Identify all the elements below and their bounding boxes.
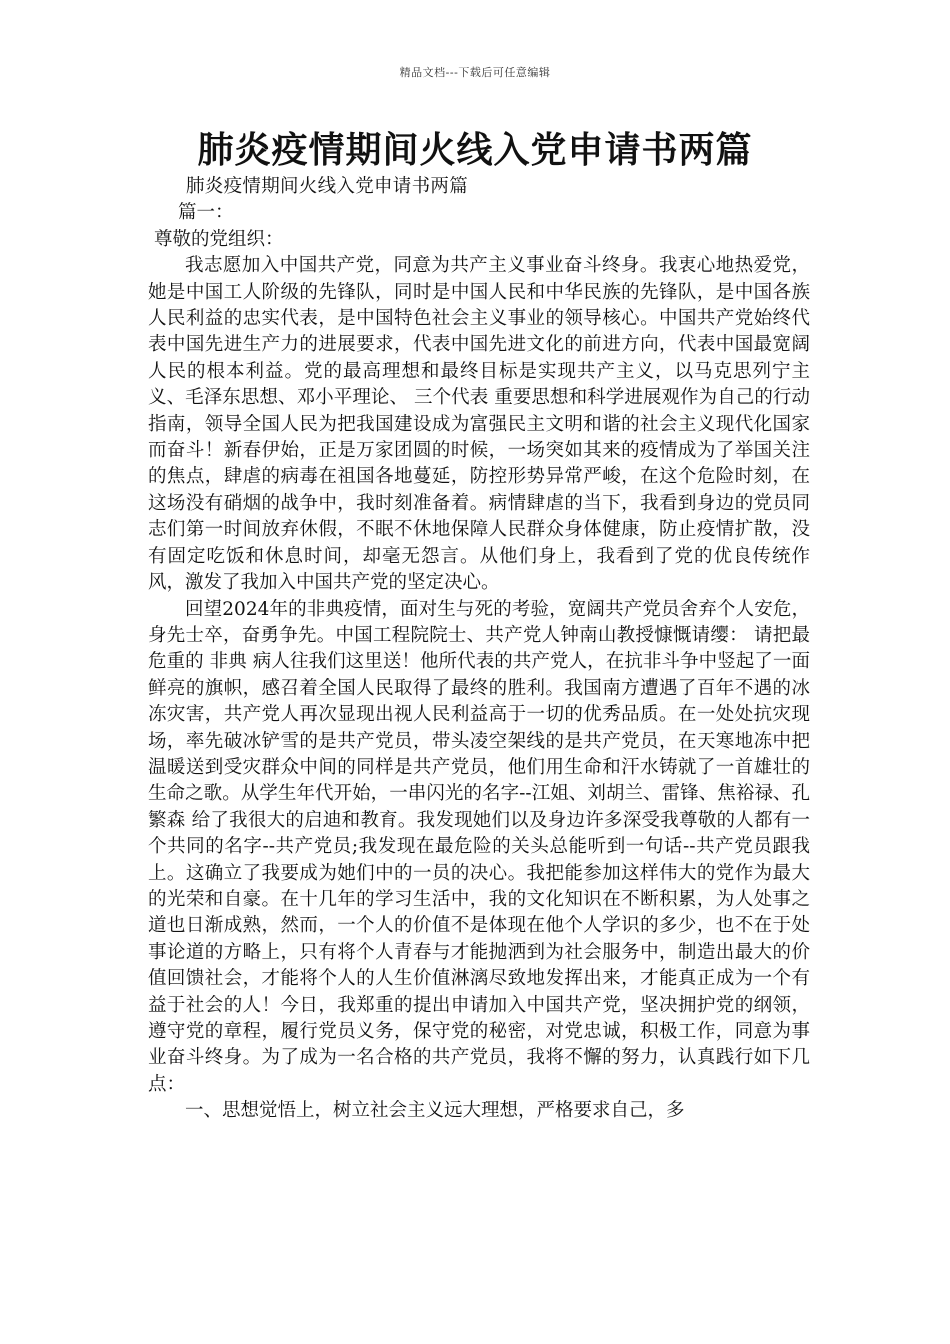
section-label: 篇一： <box>178 202 234 224</box>
document-subtitle: 肺炎疫情期间火线入党申请书两篇 <box>186 176 469 197</box>
salutation: 尊敬的党组织： <box>154 228 284 250</box>
paragraph-3: 一、思想觉悟上，树立社会主义远大理想，严格要求自己，多 <box>185 1100 685 1122</box>
paragraph-1: 我志愿加入中国共产党，同意为共产主义事业奋斗终身。我衷心地热爱党，她是中国工人阶级的先锋队，同时是中国人民和中华民族的先锋队，是中国各族人民利益的忠实代表，是中国特色社会主义事业的领导核心。中国共产党始终代表中国先进生产力的进展要求，代表中国先进文化的前进方向，代表中国最宽阔人民的根本利益。党的最高理想和最终目标是实现共产主义，以马克思列宁主义、毛泽东思想、邓小平理论、 三个代表 重要思想和科学进展观作为自己的行动指南，领导全国人民为把我国建设成为富强民主文明和谐的社会主义现代化国家而奋斗！新春伊始，正是万家团圆的时候，一场突如其来的疫情成为了举国关注的焦点，肆虐的病毒在祖国各地蔓延，防控形势异常严峻，在这个危险时刻，在这场没有硝烟的战争中，我时刻准备着。病情肆虐的当下，我看到身边的党员同志们第一时间放弃休假，不眠不休地保障人民群众身体健康，防止疫情扩散，没有固定吃饭和休息时间，却毫无怨言。从他们身上，我看到了党的优良传统作风，激发了我加入中国共产党的坚定决心。 <box>148 255 810 594</box>
document-body <box>148 174 810 1125</box>
document-title: 肺炎疫情期间火线入党申请书两篇 <box>197 130 753 171</box>
paragraph-2: 回望2024年的非典疫情，面对生与死的考验，宽阔共产党员舍弃个人安危，身先士卒，奋勇争先。中国工程院院士、共产党人钟南山教授慷慨请缨： 请把最危重的 非典 病人往我们这里送！他所代表的共产党人，在抗非斗争中竖起了一面鲜亮的旗帜，感召着全国人民取得了最终的胜利。我国南方遭遇了百年不遇的冰冻灾害，共产党人再次显现出视人民利益高于一切的优秀品质。在一处处抗灾现场，率先破冰铲雪的是共产党员，带头凌空架线的是共产党员，在天寒地冻中把温暖送到受灾群众中间的同样是共产党员，他们用生命和汗水铸就了一首雄壮的生命之歌。从学生年代开始，一串闪光的名字--江姐、刘胡兰、雷锋、焦裕禄、孔繁森 给了我很大的启迪和教育。我发现她们以及身边许多深受我尊敬的人都有一个共同的名字--共产党员;我发现在最危险的关头总能听到一句话--共产党员跟我上。这确立了我要成为她们中的一员的决心。我把能参加这样伟大的党作为最大的光荣和自豪。在十几年的学习生活中，我的文化知识在不断积累，为人处事之道也日渐成熟，然而，一个人的价值不是体现在他个人学识的多少，也不在于处事论道的方略上，只有将个人青春与才能抛洒到为社会服务中，制造出最大的价值回馈社会，才能将个人的人生价值淋漓尽致地发挥出来，才能真正成为一个有益于社会的人！今日，我郑重的提出申请加入中国共产党，坚决拥护党的纲领，遵守党的章程，履行党员义务，保守党的秘密，对党忠诚，积极工作，同意为事业奋斗终身。为了成为一名合格的共产党员，我将不懈的努力，认真践行如下几点： <box>148 598 810 1095</box>
page-header-note: 精品文档---下载后可任意编辑 <box>399 66 551 79</box>
